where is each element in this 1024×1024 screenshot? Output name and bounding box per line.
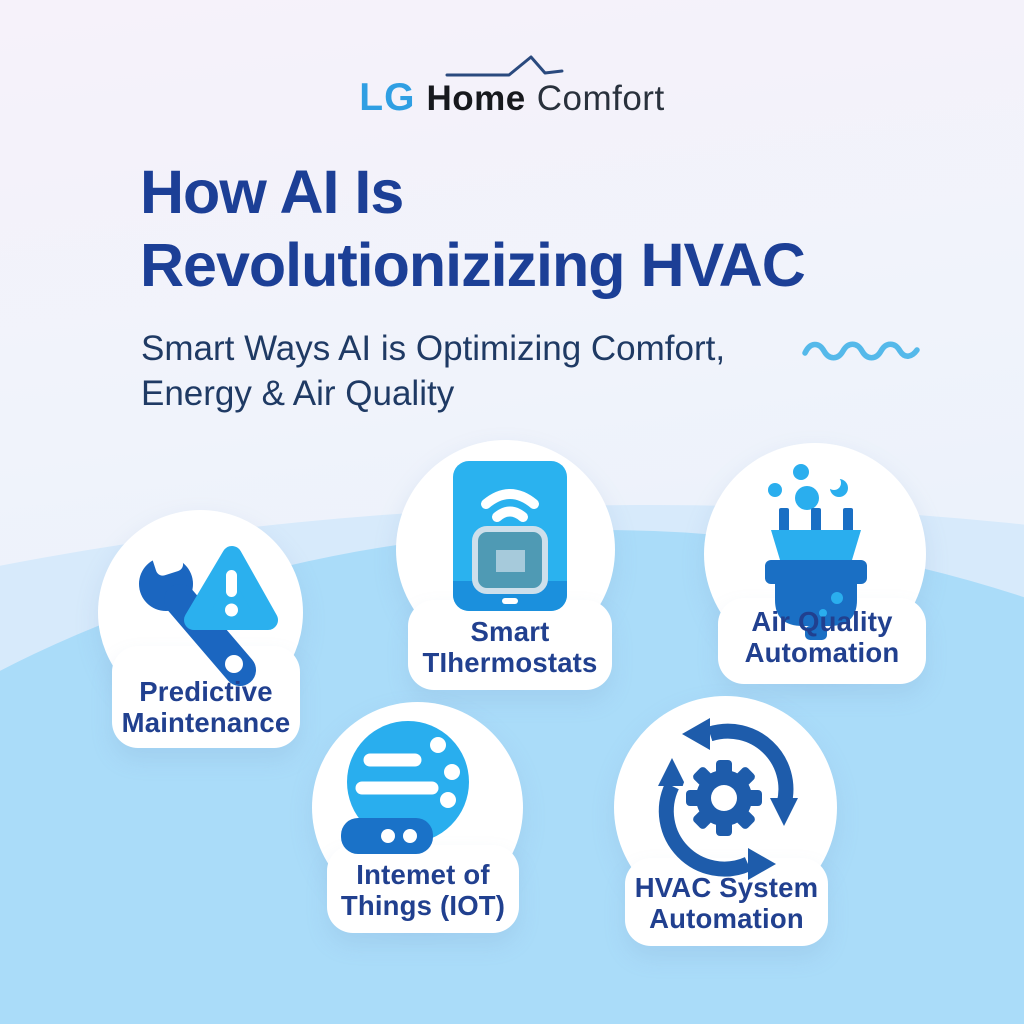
page-subtitle [141, 326, 725, 416]
card-label-line1: Predictive [139, 676, 273, 707]
card-label-line1: HVAC System [634, 872, 819, 903]
card-label-line2: Maintenance [121, 706, 291, 738]
card-label [104, 677, 308, 738]
brand-name-regular: Comfort [536, 79, 665, 118]
gear-cycle-icon [638, 710, 818, 890]
page-title-line2: Revolutionizizing HVAC [140, 231, 805, 299]
card-label-line2: Automation [649, 902, 804, 934]
card-label-line1: Air Quality [751, 606, 893, 637]
wrench-warning-icon [122, 532, 287, 692]
card-label-line2: Automation [744, 636, 900, 668]
brand-logo-text [359, 76, 664, 120]
card-label-line2: TIhermostats [422, 646, 598, 678]
page-subtitle-line2: Energy & Air Quality [141, 374, 455, 413]
card-label-line2: Things (IOT) [340, 889, 506, 921]
brand-name-bold: Home [426, 79, 526, 118]
page-subtitle-line1: Smart Ways AI is Optimizing Comfort, [141, 329, 726, 368]
card-label [319, 860, 527, 921]
card-label [718, 607, 926, 668]
wave-squiggle-icon [799, 335, 927, 369]
brand-logo-inner [359, 50, 664, 120]
card-label-line1: Smart [470, 616, 550, 647]
page-title [140, 156, 805, 302]
card-label [408, 617, 612, 678]
brand-logo [0, 50, 1024, 120]
card-label-line1: Intemet of [356, 859, 490, 890]
iot-hub-icon [335, 715, 505, 865]
roofline-icon [359, 52, 649, 78]
page-title-line1: How AI Is [140, 158, 404, 226]
lg-wordmark: LG [359, 76, 416, 119]
card-label [617, 873, 836, 934]
smart-thermostat-icon [445, 457, 575, 622]
